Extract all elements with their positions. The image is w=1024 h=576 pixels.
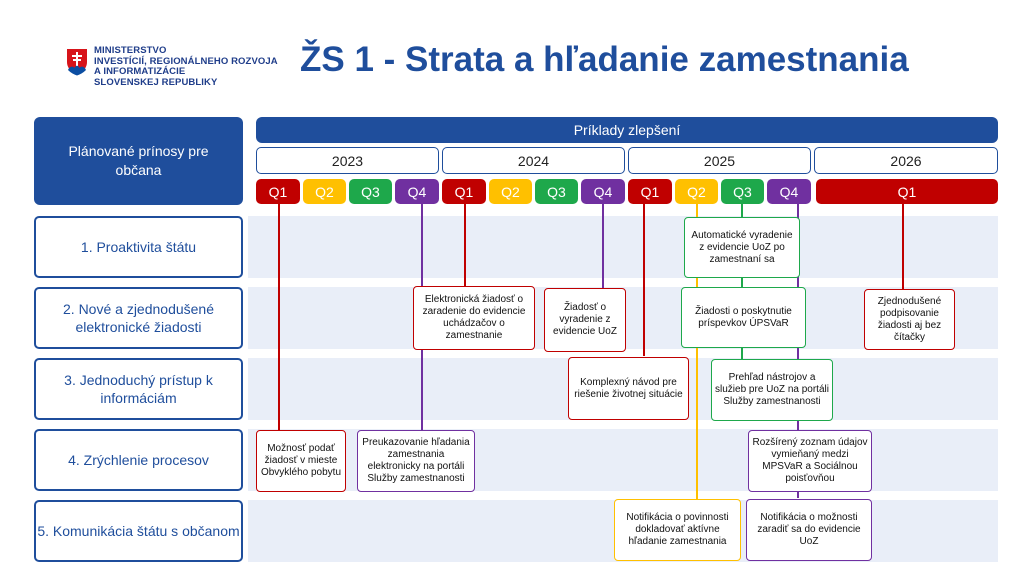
connector-line	[602, 204, 604, 288]
logo-line: SLOVENSKEJ REPUBLIKY	[94, 76, 218, 88]
quarter-cell: Q2	[675, 179, 718, 204]
row-label-electronic-requests: 2. Nové a zjednodušené elektronické žiadosti	[34, 287, 243, 349]
quarter-cell: Q1	[816, 179, 998, 204]
connector-line	[464, 204, 466, 287]
connector-line	[902, 204, 904, 289]
quarter-cell: Q4	[767, 179, 811, 204]
row-label-information-access: 3. Jednoduchý prístup k informáciám	[34, 358, 243, 420]
year-2026: 2026	[814, 147, 998, 174]
connector-line	[643, 204, 645, 356]
quarter-cell: Q1	[256, 179, 300, 204]
ministry-name	[94, 46, 278, 88]
year-2024: 2024	[442, 147, 625, 174]
quarter-cell: Q1	[628, 179, 672, 204]
logo-line: MINISTERSTVO	[94, 45, 167, 56]
year-2025: 2025	[628, 147, 811, 174]
quarter-cell: Q2	[489, 179, 532, 204]
ministry-logo	[64, 46, 90, 78]
improvements-banner: Príklady zlepšení	[256, 117, 998, 143]
quarter-cell: Q3	[349, 179, 392, 204]
quarter-cell: Q2	[303, 179, 346, 204]
quarter-cell: Q1	[442, 179, 486, 204]
improvement-box: Zjednodušené podpisovanie žiadosti aj bez čítačky	[864, 289, 955, 350]
slovak-coat-of-arms-icon	[64, 46, 90, 78]
improvement-box: Žiadosť o vyradenie z evidencie UoZ	[544, 288, 626, 352]
quarter-cell: Q3	[535, 179, 578, 204]
improvement-box: Notifikácia o povinnosti dokladovať aktívne hľadanie zamestnania	[614, 499, 741, 561]
improvement-box: Rozšírený zoznam údajov vymieňaný medzi MPSVaR a Sociálnou poisťovňou	[748, 430, 872, 492]
logo-line: INVESTÍCIÍ, REGIONÁLNEHO ROZVOJA	[94, 55, 278, 67]
year-2023: 2023	[256, 147, 439, 174]
improvement-box: Žiadosti o poskytnutie príspevkov ÚPSVaR	[681, 287, 806, 348]
row-label-proactivity: 1. Proaktivita štátu	[34, 216, 243, 278]
row-label-communication: 5. Komunikácia štátu s občanom	[34, 500, 243, 562]
row-band	[248, 216, 998, 278]
quarter-cell: Q4	[395, 179, 439, 204]
improvement-box: Notifikácia o možnosti zaradiť sa do evidencie UoZ	[746, 499, 872, 561]
connector-line	[278, 204, 280, 430]
improvement-box: Možnosť podať žiadosť v mieste Obvyklého pobytu	[256, 430, 346, 492]
improvement-box: Prehľad nástrojov a služieb pre UoZ na portáli Služby zamestnanosti	[711, 359, 833, 421]
quarter-cell: Q4	[581, 179, 625, 204]
benefits-header: Plánované prínosy pre občana	[34, 117, 243, 205]
improvement-box: Automatické vyradenie z evidencie UoZ po zamestnaní sa	[684, 217, 800, 278]
improvement-box: Preukazovanie hľadania zamestnania elektronicky na portáli Služby zamestnanosti	[357, 430, 475, 492]
logo-line: A INFORMATIZÁCIE	[94, 66, 186, 77]
improvement-box: Komplexný návod pre riešenie životnej situácie	[568, 357, 689, 420]
row-label-process-speedup: 4. Zrýchlenie procesov	[34, 429, 243, 491]
quarter-cell: Q3	[721, 179, 764, 204]
improvement-box: Elektronická žiadosť o zaradenie do evidencie uchádzačov o zamestnanie	[413, 286, 535, 350]
page-title: ŽS 1 - Strata a hľadanie zamestnania	[300, 40, 909, 79]
